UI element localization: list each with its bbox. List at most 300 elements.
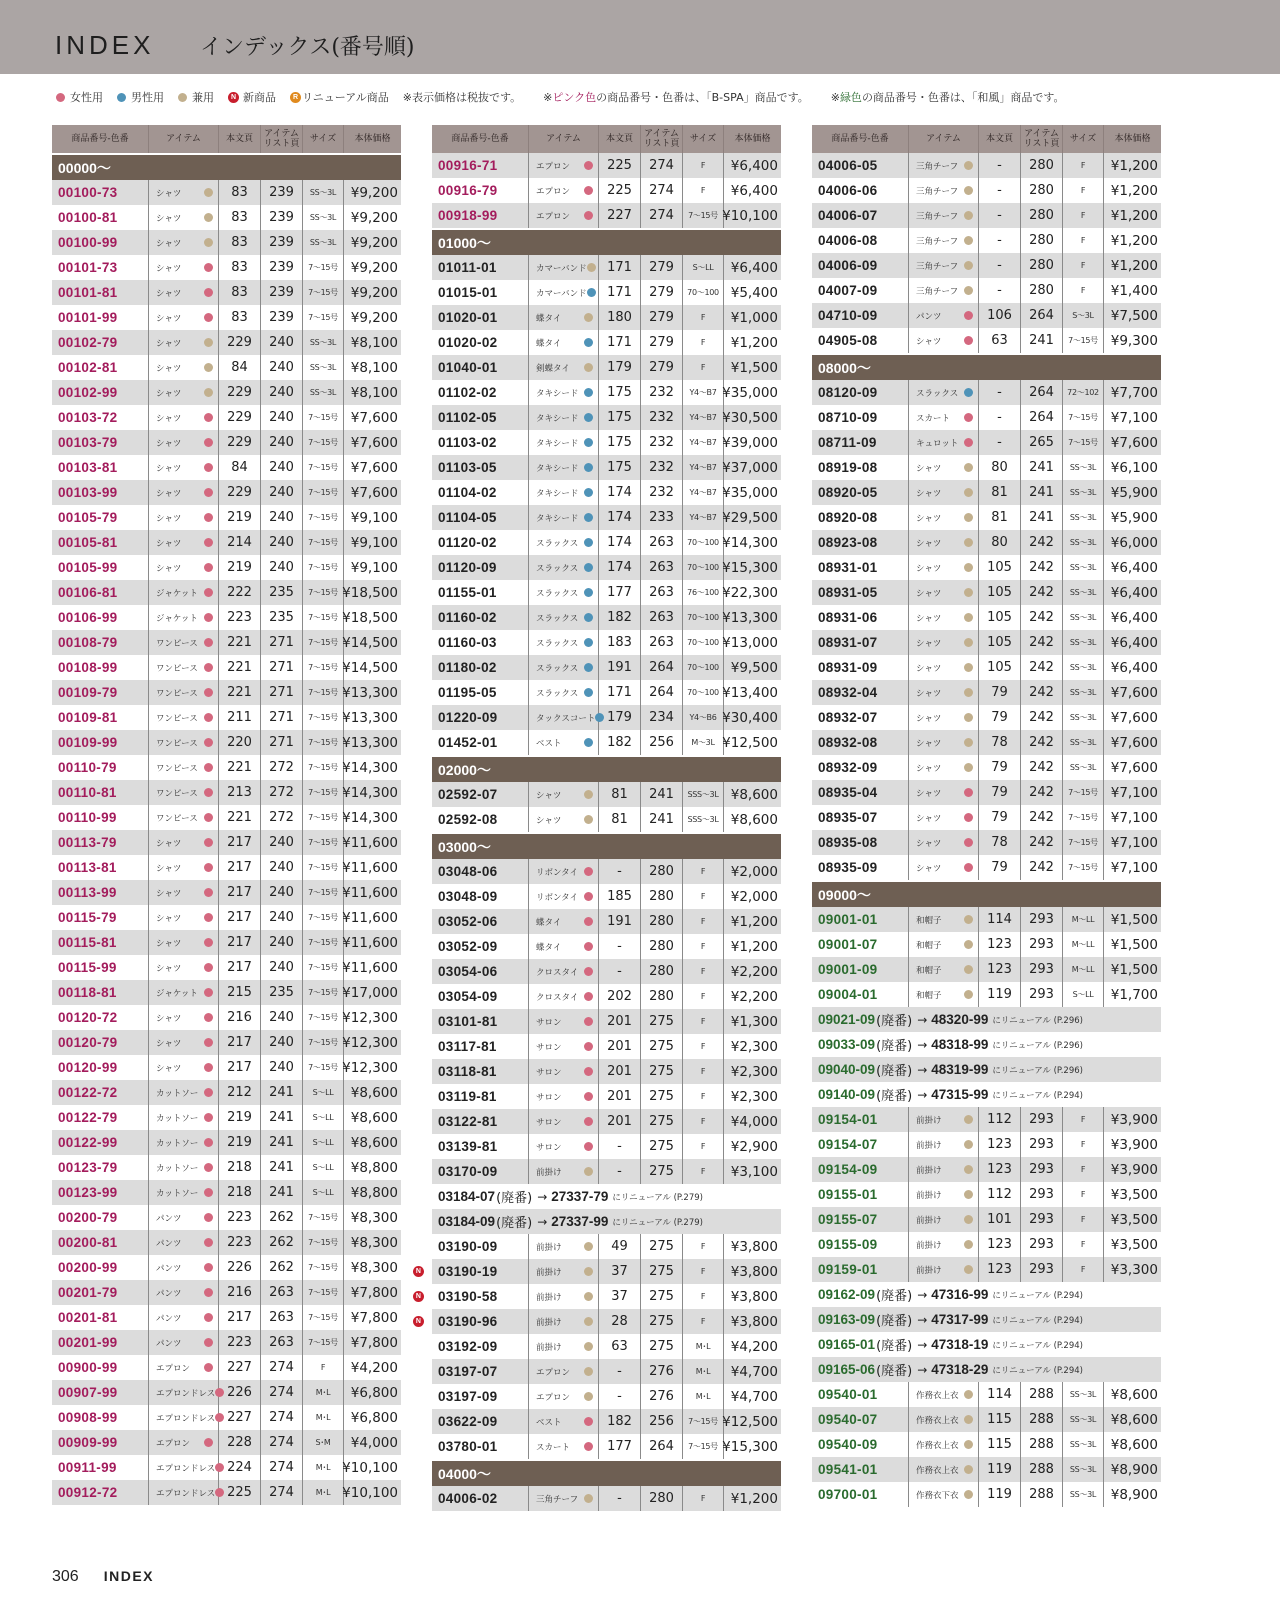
list-page: 232 <box>641 455 683 480</box>
header-item: アイテム <box>149 125 219 153</box>
size: 70〜100 <box>683 555 724 580</box>
body-page: - <box>979 178 1021 203</box>
new-badge-icon: N <box>413 1291 424 1302</box>
size: M･L <box>303 1455 344 1480</box>
item-cell <box>529 959 599 984</box>
size: SS〜3L <box>303 380 344 405</box>
price: ¥4,000 <box>730 1113 778 1130</box>
price: ¥7,600 <box>350 459 398 476</box>
item-cell <box>149 605 219 630</box>
item-name: タキシード <box>536 388 579 399</box>
product-code-text: 03048-09 <box>438 889 498 904</box>
size: F <box>683 1009 724 1034</box>
body-page: 105 <box>979 555 1021 580</box>
item-name: 前掛け <box>536 1292 562 1303</box>
men-dot-icon <box>117 93 126 102</box>
table-row <box>52 455 401 480</box>
header-code: 商品番号-色番 <box>52 125 149 153</box>
price: ¥11,600 <box>342 834 398 851</box>
size: 70〜100 <box>683 680 724 705</box>
list-page: 263 <box>261 1330 303 1355</box>
product-code <box>432 959 529 984</box>
table-row <box>432 1109 781 1134</box>
list-page: 242 <box>1021 655 1063 680</box>
women-dot-icon <box>204 538 213 547</box>
price: ¥7,800 <box>350 1284 398 1301</box>
list-page: 241 <box>261 1155 303 1180</box>
price: ¥8,300 <box>350 1234 398 1251</box>
price: ¥1,500 <box>1110 961 1158 978</box>
list-page: 280 <box>641 859 683 884</box>
body-page: 229 <box>219 480 261 505</box>
table-row <box>52 255 401 280</box>
list-page: 235 <box>261 580 303 605</box>
item-cell <box>149 1305 219 1330</box>
price: ¥7,100 <box>1110 834 1158 851</box>
body-page: 105 <box>979 580 1021 605</box>
price: ¥7,700 <box>1110 384 1158 401</box>
discontinued-row <box>812 1032 1161 1057</box>
product-code <box>52 580 149 605</box>
item-cell <box>909 153 979 178</box>
item-cell <box>909 630 979 655</box>
product-code <box>52 1280 149 1305</box>
item-cell <box>149 205 219 230</box>
list-page: 280 <box>641 934 683 959</box>
men-dot-icon <box>587 288 596 297</box>
product-code <box>812 730 909 755</box>
table-row <box>812 580 1161 605</box>
body-page: 217 <box>219 1030 261 1055</box>
item-name: シャツ <box>916 563 942 574</box>
size: F <box>683 1486 724 1511</box>
price: ¥12,300 <box>342 1009 398 1026</box>
body-page: 220 <box>219 730 261 755</box>
product-code <box>52 380 149 405</box>
body-page: 83 <box>219 180 261 205</box>
product-code-text: 00113-99 <box>58 885 117 900</box>
body-page: 115 <box>979 1407 1021 1432</box>
list-page: 279 <box>641 280 683 305</box>
item-cell <box>909 730 979 755</box>
price: ¥1,200 <box>1110 157 1158 174</box>
item-name: 作務衣上衣 <box>916 1465 959 1476</box>
body-page: 224 <box>219 1455 261 1480</box>
item-name: ベスト <box>536 738 562 749</box>
table-row <box>812 278 1161 303</box>
product-code <box>432 505 529 530</box>
item-cell <box>529 580 599 605</box>
item-cell <box>909 1382 979 1407</box>
body-page: 123 <box>979 957 1021 982</box>
item-name: リボンタイ <box>536 892 578 903</box>
list-page: 240 <box>261 555 303 580</box>
list-page: 232 <box>641 430 683 455</box>
item-cell <box>149 830 219 855</box>
body-page: - <box>599 1384 641 1409</box>
size: F <box>1063 1257 1104 1282</box>
table-row <box>812 655 1161 680</box>
body-page: 217 <box>219 930 261 955</box>
women-dot-icon <box>56 93 65 102</box>
size: F <box>1063 1132 1104 1157</box>
price: ¥7,600 <box>350 484 398 501</box>
item-name: 前掛け <box>536 1242 562 1253</box>
table-row <box>52 1355 401 1380</box>
size: SS〜3L <box>303 230 344 255</box>
product-code <box>432 605 529 630</box>
legend-unisex <box>178 89 214 105</box>
table-row <box>52 430 401 455</box>
item-name: 三角チーフ <box>916 211 959 222</box>
table-row <box>52 1280 401 1305</box>
body-page: 221 <box>219 680 261 705</box>
unisex-dot-icon <box>964 1440 973 1449</box>
women-dot-icon <box>964 311 973 320</box>
size: M･L <box>683 1384 724 1409</box>
size: Y4〜B7 <box>683 405 724 430</box>
product-code <box>812 907 909 932</box>
size: SS〜3L <box>1063 755 1104 780</box>
table-row <box>812 203 1161 228</box>
list-page: 276 <box>641 1359 683 1384</box>
list-page: 280 <box>641 909 683 934</box>
item-cell <box>149 655 219 680</box>
product-code-text: 03190-19 <box>438 1264 498 1279</box>
item-cell <box>909 580 979 605</box>
item-cell <box>149 1480 219 1505</box>
table-row <box>812 1207 1161 1232</box>
table-row <box>415 1259 781 1284</box>
price: ¥3,900 <box>1110 1136 1158 1153</box>
item-cell <box>529 807 599 832</box>
price: ¥11,600 <box>342 884 398 901</box>
list-page: 240 <box>261 355 303 380</box>
unisex-dot-icon <box>204 213 213 222</box>
list-page: 280 <box>1021 178 1063 203</box>
women-dot-icon <box>204 1113 213 1122</box>
table-row <box>812 555 1161 580</box>
item-cell <box>909 805 979 830</box>
price: ¥12,500 <box>722 734 778 751</box>
body-page: 105 <box>979 655 1021 680</box>
size: 7〜15号 <box>303 580 344 605</box>
table-row <box>812 830 1161 855</box>
item-name: カットソー <box>156 1188 199 1199</box>
item-cell <box>909 380 979 405</box>
item-cell <box>149 1230 219 1255</box>
product-code <box>52 430 149 455</box>
table-row <box>432 555 781 580</box>
body-page: 215 <box>219 980 261 1005</box>
product-code <box>52 480 149 505</box>
price: ¥5,900 <box>1110 509 1158 526</box>
arrow-icon: → <box>537 1214 548 1229</box>
product-code <box>432 1034 529 1059</box>
product-code <box>432 1486 529 1511</box>
item-cell <box>909 855 979 880</box>
item-name: パンツ <box>156 1313 182 1324</box>
item-cell <box>529 1159 599 1184</box>
renewal-code: 47318-19 <box>931 1337 989 1352</box>
table-row <box>52 1005 401 1030</box>
unisex-dot-icon <box>584 790 593 799</box>
product-code-text: 00118-81 <box>58 985 117 1000</box>
list-page: 241 <box>261 1105 303 1130</box>
table-row <box>52 755 401 780</box>
product-code <box>812 1232 909 1257</box>
item-cell <box>909 1107 979 1132</box>
item-name: シャツ <box>916 763 942 774</box>
product-code-text: 00115-79 <box>58 910 117 925</box>
item-name: ワンピース <box>156 813 198 824</box>
legend-men <box>117 89 164 105</box>
size: 7〜15号 <box>303 780 344 805</box>
list-page: 240 <box>261 530 303 555</box>
table-row <box>52 1455 401 1480</box>
table-row <box>52 1130 401 1155</box>
item-name: カマーバンド <box>536 288 587 299</box>
table-row <box>812 405 1161 430</box>
item-name: 和帽子 <box>916 965 942 976</box>
body-page: 28 <box>599 1309 641 1334</box>
product-code-text: 04006-02 <box>438 1491 498 1506</box>
unisex-dot-icon <box>178 93 187 102</box>
item-cell <box>149 1380 219 1405</box>
men-dot-icon <box>584 638 593 647</box>
body-page: - <box>599 1134 641 1159</box>
women-dot-icon <box>964 863 973 872</box>
unisex-dot-icon <box>964 186 973 195</box>
women-dot-icon <box>204 713 213 722</box>
price: ¥1,200 <box>1110 182 1158 199</box>
size: 7〜15号 <box>303 680 344 705</box>
item-name: シャツ <box>916 513 942 524</box>
item-cell <box>909 830 979 855</box>
product-code-text: 00103-81 <box>58 460 118 475</box>
table-row <box>52 355 401 380</box>
discontinued-mark: (廃番) <box>876 1014 913 1029</box>
item-cell <box>909 253 979 278</box>
unisex-dot-icon <box>964 563 973 572</box>
body-page: 79 <box>979 680 1021 705</box>
product-code <box>52 1380 149 1405</box>
list-page: 293 <box>1021 1207 1063 1232</box>
body-page: 202 <box>599 984 641 1009</box>
product-code <box>432 909 529 934</box>
product-code-text: 08711-09 <box>818 435 877 450</box>
price: ¥7,600 <box>1110 734 1158 751</box>
product-code <box>52 1105 149 1130</box>
body-page: 225 <box>599 153 641 178</box>
header-body-page: 本文頁 <box>219 125 261 153</box>
renewal-code: 48320-99 <box>931 1012 989 1027</box>
item-cell <box>909 705 979 730</box>
unisex-dot-icon <box>964 1215 973 1224</box>
price: ¥9,200 <box>350 184 398 201</box>
price: ¥8,600 <box>1110 1386 1158 1403</box>
item-name: パンツ <box>156 1338 182 1349</box>
list-page: 280 <box>641 884 683 909</box>
table-row <box>52 330 401 355</box>
item-name: スラックス <box>536 538 579 549</box>
table-row <box>432 330 781 355</box>
product-code <box>52 780 149 805</box>
price: ¥15,300 <box>722 559 778 576</box>
unisex-dot-icon <box>204 238 213 247</box>
arrow-icon: → <box>537 1189 548 1204</box>
item-cell <box>529 1384 599 1409</box>
unisex-dot-icon <box>964 1490 973 1499</box>
item-name: エプロンドレス <box>156 1388 216 1399</box>
product-code-text: 08923-08 <box>818 535 878 550</box>
price: ¥8,600 <box>350 1134 398 1151</box>
price: ¥8,600 <box>730 811 778 828</box>
product-code <box>52 955 149 980</box>
product-code <box>812 705 909 730</box>
list-page: 240 <box>261 830 303 855</box>
product-code <box>52 1130 149 1155</box>
price: ¥8,900 <box>1110 1461 1158 1478</box>
product-code-text: 02592-08 <box>438 812 498 827</box>
women-dot-icon <box>204 588 213 597</box>
product-code-text: 09540-07 <box>818 1412 878 1427</box>
item-cell <box>909 203 979 228</box>
list-page: 232 <box>641 480 683 505</box>
price: ¥8,600 <box>1110 1436 1158 1453</box>
product-code <box>432 430 529 455</box>
price: ¥6,400 <box>1110 559 1158 576</box>
unisex-dot-icon <box>964 1390 973 1399</box>
item-name: シャツ <box>916 538 942 549</box>
product-code-text: 00115-99 <box>58 960 117 975</box>
product-code <box>52 930 149 955</box>
item-name: シャツ <box>156 538 182 549</box>
item-cell <box>149 1330 219 1355</box>
size: F <box>1063 1232 1104 1257</box>
item-cell <box>149 1455 219 1480</box>
product-code <box>52 305 149 330</box>
header-list-page-line1: アイテム <box>264 129 299 139</box>
body-page: 217 <box>219 855 261 880</box>
size: 7〜15号 <box>303 630 344 655</box>
price: ¥4,000 <box>350 1434 398 1451</box>
price: ¥10,100 <box>722 207 778 224</box>
product-code-text: 08920-08 <box>818 510 878 525</box>
item-name: スラックス <box>536 588 579 599</box>
body-page: 219 <box>219 1130 261 1155</box>
product-code-text: 01155-01 <box>438 585 497 600</box>
list-page: 233 <box>641 505 683 530</box>
product-code-text: 03197-09 <box>438 1389 498 1404</box>
list-page: 241 <box>261 1130 303 1155</box>
table-row <box>52 730 401 755</box>
item-cell <box>529 884 599 909</box>
price: ¥6,400 <box>730 259 778 276</box>
product-code-text: 08935-08 <box>818 835 878 850</box>
list-page: 242 <box>1021 555 1063 580</box>
renewal-note: にリニューアル (P.296) <box>992 1065 1083 1076</box>
size: F <box>683 909 724 934</box>
price: ¥2,200 <box>730 963 778 980</box>
price: ¥7,100 <box>1110 809 1158 826</box>
product-code <box>812 380 909 405</box>
item-name: シャツ <box>156 1013 182 1024</box>
size: SS〜3L <box>1063 480 1104 505</box>
list-page: 240 <box>261 1005 303 1030</box>
list-page: 280 <box>641 959 683 984</box>
body-page: 171 <box>599 255 641 280</box>
body-page: 201 <box>599 1034 641 1059</box>
product-code <box>52 1405 149 1430</box>
size: S･M <box>303 1430 344 1455</box>
item-name: シャツ <box>156 1038 182 1049</box>
product-code-text: 00110-81 <box>58 785 117 800</box>
product-code <box>52 630 149 655</box>
item-name: 蝶タイ <box>536 917 562 928</box>
list-page: 272 <box>261 805 303 830</box>
table-row <box>812 1157 1161 1182</box>
product-code <box>415 1309 529 1334</box>
list-page: 274 <box>641 203 683 228</box>
item-name: エプロンドレス <box>156 1488 216 1499</box>
body-page: 211 <box>219 705 261 730</box>
item-name: エプロン <box>536 186 571 197</box>
product-code <box>812 430 909 455</box>
discontinued-mark: (廃番) <box>876 1039 913 1054</box>
product-code-text: 00105-99 <box>58 560 118 575</box>
product-code-text: 00123-99 <box>58 1185 118 1200</box>
product-code <box>812 530 909 555</box>
item-cell <box>909 932 979 957</box>
price: ¥1,200 <box>1110 257 1158 274</box>
table-row <box>812 1407 1161 1432</box>
body-page: 229 <box>219 380 261 405</box>
size: 7〜15号 <box>303 1230 344 1255</box>
item-cell <box>909 405 979 430</box>
product-code-text: 03622-09 <box>438 1414 498 1429</box>
product-code-text: 08935-04 <box>818 785 878 800</box>
discontinued-code: 09033-09 <box>818 1037 876 1052</box>
product-code-text: 01011-01 <box>438 260 497 275</box>
body-page: 174 <box>599 505 641 530</box>
item-name: ワンピース <box>156 763 198 774</box>
product-code <box>812 680 909 705</box>
product-code <box>52 280 149 305</box>
list-page: 264 <box>641 1434 683 1459</box>
item-name: 蝶タイ <box>536 313 562 324</box>
table-row <box>812 1432 1161 1457</box>
list-page: 279 <box>641 330 683 355</box>
table-row <box>432 605 781 630</box>
body-page: - <box>979 405 1021 430</box>
price: ¥11,600 <box>342 934 398 951</box>
unisex-dot-icon <box>584 313 593 322</box>
body-page: 81 <box>599 807 641 832</box>
size: F <box>1063 1182 1104 1207</box>
women-dot-icon <box>204 438 213 447</box>
price: ¥1,400 <box>1110 282 1158 299</box>
item-cell <box>149 1280 219 1305</box>
body-page: 171 <box>599 280 641 305</box>
renewal-note: にリニューアル (P.294) <box>992 1090 1083 1101</box>
item-name: 作務衣上衣 <box>916 1390 959 1401</box>
women-dot-icon <box>204 1288 213 1297</box>
price: ¥6,800 <box>350 1384 398 1401</box>
unisex-dot-icon <box>584 1267 593 1276</box>
product-code-text: 00109-99 <box>58 735 118 750</box>
table-row <box>812 153 1161 178</box>
